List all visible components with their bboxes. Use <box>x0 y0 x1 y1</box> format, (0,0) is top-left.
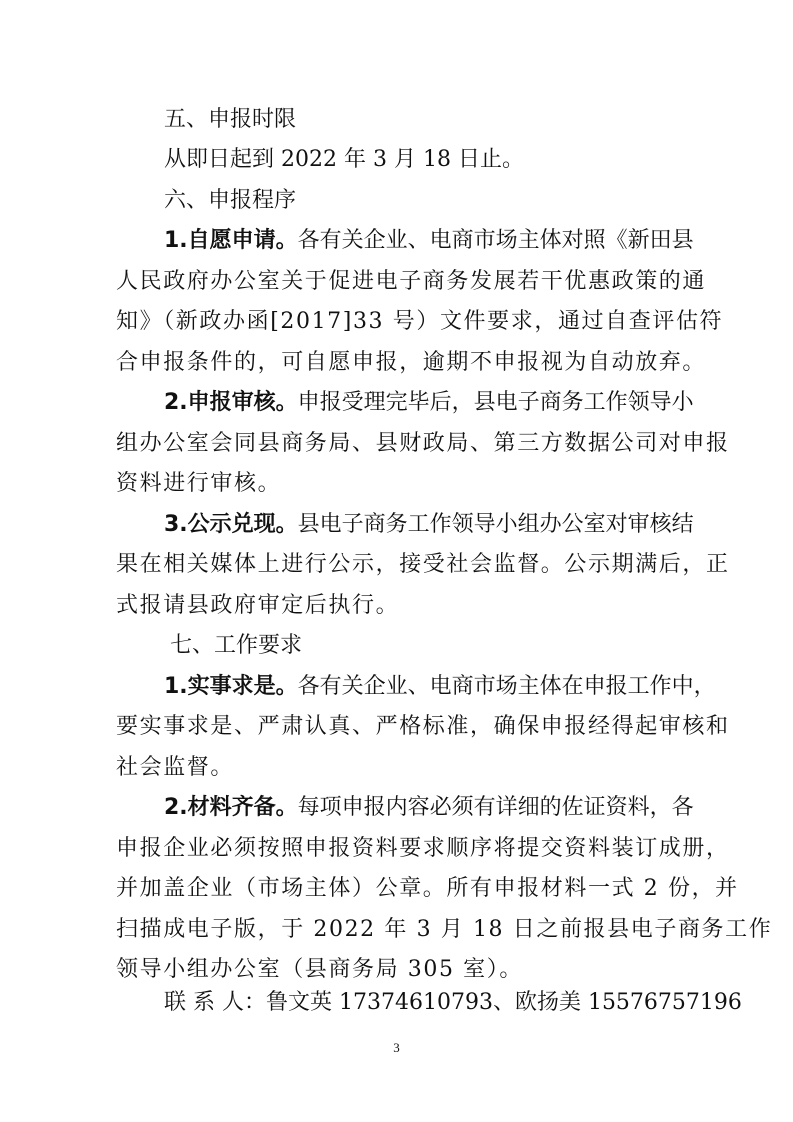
section-6-para-3-line-3: 式报请县政府审定后执行。 <box>116 593 400 618</box>
section-7-para-2-line-2: 申报企业必须按照申报资料要求顺序将提交资料装订成册， <box>116 836 730 861</box>
section-6-para-2-text: 申报受理完毕后，县电子商务工作领导小 <box>297 390 694 415</box>
section-7-para-2-line-1 <box>0 788 793 828</box>
section-7-para-1-line-2: 要实事求是、严肃认真、严格标准，确保申报经得起审核和 <box>116 714 730 739</box>
section-6-para-3-line-2: 果在相关媒体上进行公示，接受社会监督。公示期满后，正 <box>116 552 730 577</box>
section-7-para-1-line-3: 社会监督。 <box>116 755 235 780</box>
section-7-para-2-lead: 2.材料齐备。 <box>164 795 298 820</box>
section-7-para-1-lead: 1.实事求是。 <box>164 674 298 699</box>
section-5-body: 从即日起到 2022 年 3 月 18 日止。 <box>164 147 524 172</box>
section-7-para-1-text: 各有关企业、电商市场主体在申报工作中， <box>297 674 716 699</box>
section-6-para-1-text: 各有关企业、电商市场主体对照《新田县 <box>297 228 694 253</box>
contact-line: 联 系 人：鲁文英 17374610793、欧扬美 15576757196 <box>164 990 742 1015</box>
section-6-para-3-lead: 3.公示兑现。 <box>164 512 298 537</box>
section-6-para-1-line-1 <box>0 221 793 261</box>
section-7-para-1-line-1 <box>0 667 793 707</box>
section-6-para-1-lead: 1.自愿申请。 <box>164 228 298 253</box>
section-5-title: 五、申报时限 <box>164 107 297 132</box>
section-6-para-3-line-1 <box>0 505 793 545</box>
page-number: 3 <box>393 1040 400 1055</box>
section-7-para-2-line-4: 扫描成电子版，于 2022 年 3 月 18 日之前报县电子商务工作 <box>116 917 773 942</box>
section-6-para-2-line-2: 组办公室会同县商务局、县财政局、第三方数据公司对申报 <box>116 431 730 456</box>
section-6-title: 六、申报程序 <box>164 188 297 213</box>
section-7-para-2-line-3: 并加盖企业（市场主体）公章。所有申报材料一式 2 份，并 <box>116 876 739 901</box>
section-7-para-2-text: 每项申报内容必须有详细的佐证资料，各 <box>297 795 694 820</box>
section-6-para-3-text: 县电子商务工作领导小组办公室对审核结 <box>297 512 694 537</box>
section-6-para-1-line-3: 知》（新政办函[2017]33 号）文件要求，通过自查评估符 <box>116 309 724 334</box>
section-6-para-2-lead: 2.申报审核。 <box>164 390 298 415</box>
section-6-para-2-line-3: 资料进行审核。 <box>116 471 282 496</box>
section-7-para-2-line-5: 领导小组办公室（县商务局 305 室）。 <box>116 957 523 982</box>
section-6-para-1-line-4: 合申报条件的，可自愿申报，逾期不申报视为自动放弃。 <box>116 350 707 375</box>
section-6-para-2-line-1 <box>0 383 793 423</box>
section-6-para-1-line-2: 人民政府办公室关于促进电子商务发展若干优惠政策的通 <box>116 269 707 294</box>
section-7-title: 七、工作要求 <box>170 633 303 658</box>
